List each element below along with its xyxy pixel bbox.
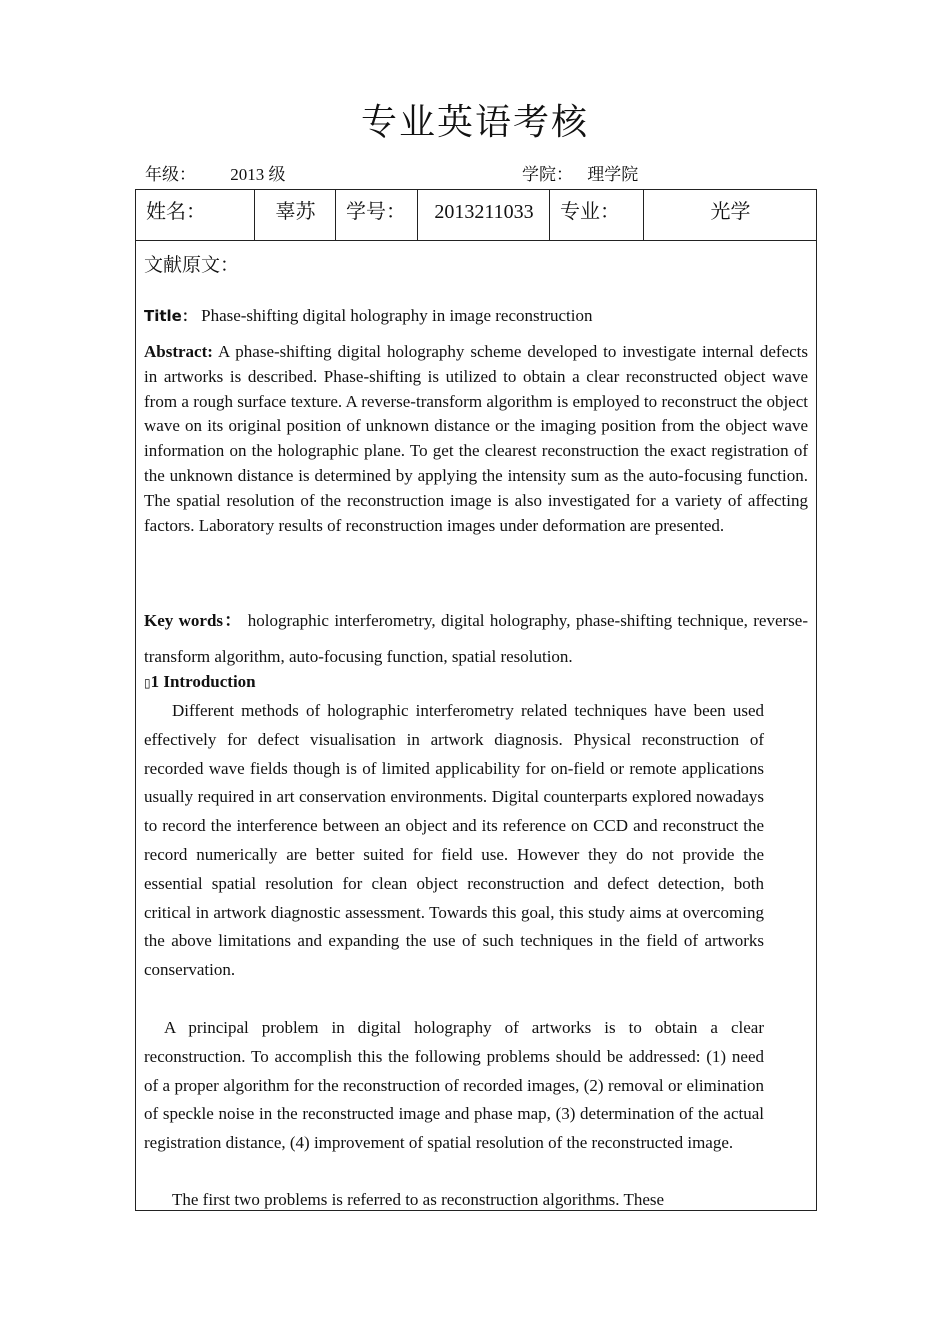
- intro-heading: [144, 672, 256, 692]
- major-label: 专业：: [549, 190, 644, 240]
- intro-paragraph-2: A principal problem in digital holography of artworks is to obtain a clear reconstruction. To accomplish this the following problems should be addressed: (1) need of a proper algorithm for the reconstruction of recorded images, (2) removal or elimination of speckle noise in the reconstructed image and phase map, (3) determination of the actual registration distance, (4) improvement of spatial resolution of the reconstructed image.: [144, 1018, 764, 1153]
- keywords-label: Key words：: [144, 611, 243, 630]
- section-heading: 文献原文：: [144, 254, 240, 276]
- page-title: 专业英语考核: [360, 102, 589, 142]
- grade-value: 2013 级: [230, 165, 286, 184]
- bullet-icon: ▯: [144, 676, 151, 690]
- intro-heading-text: 1 Introduction: [150, 672, 256, 691]
- abstract-text: A phase-shifting digital holography scheme developed to investigate internal defects in artworks is described. Phase-shifting is utilized to obtain a clear reconstructed object wave from a rough surface texture. A reverse-transform algorithm is employed to reconstruct the object wave on its original position of unknown distance or the imaging position from the object wave information on the holographic plane. To get the clearest reconstruction the exact registration of the unknown distance is determined by applying the intensity sum as the auto-focusing function. The spatial resolution of the reconstruction image is also investigated for a variety of affecting factors. Laboratory results of reconstruction images under deformation are presented.: [144, 342, 809, 535]
- keywords-text: holographic interferometry, digital holography, phase-shifting technique, reverse-transform algorithm, auto-focusing function, spatial resolution.: [144, 611, 808, 666]
- college-label: 学院：: [522, 165, 573, 184]
- keywords-paragraph: [144, 603, 808, 675]
- grade-label: 年级：: [145, 165, 196, 184]
- grade-line: [145, 164, 286, 186]
- title-label: Title：: [144, 307, 197, 325]
- title-text: Phase-shifting digital holography in image reconstruction: [201, 306, 593, 325]
- abstract-paragraph: [144, 340, 808, 538]
- student-id-value: 2013211033: [417, 190, 550, 240]
- name-value: 辜苏: [254, 190, 336, 240]
- abstract-label: Abstract:: [144, 342, 213, 361]
- college-value: 理学院: [587, 165, 639, 184]
- major-value: 光学: [643, 190, 817, 240]
- intro-paragraph-1: Different methods of holographic interferometry related techniques have been used effectively for defect visualisation in artwork diagnosis. Physical reconstruction of recorded wave fields though is of limited applicability for on-field or remote applications usually required in art conservation environments. Digital counterparts explored nowadays to record the interference between an object and its reference on CCD and reconstruct the record numerically are better suited for field use. However they do not provide the essential spatial resolution for clean object reconstruction and defect detection, both critical in artwork diagnostic assessment. Towards this goal, this study aims at overcoming the above limitations and expanding the use of such techniques in the field of artworks conservation.: [144, 701, 764, 980]
- student-info-row: [136, 190, 816, 241]
- article-title: [144, 304, 808, 329]
- name-label: 姓名：: [146, 201, 206, 223]
- college-line: [522, 164, 638, 186]
- student-id-label: 学号：: [335, 190, 418, 240]
- intro-paragraph-3: The first two problems is referred to as reconstruction algorithms. These: [172, 1190, 665, 1209]
- form-frame: [135, 189, 817, 1211]
